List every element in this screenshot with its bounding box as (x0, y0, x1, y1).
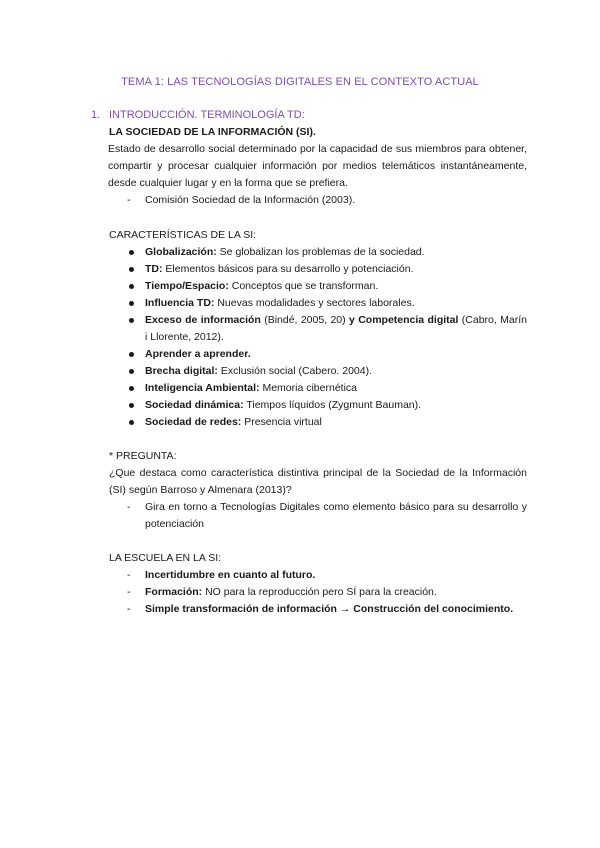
item-text: Se globalizan los problemas de la sociedad. (216, 246, 425, 258)
item-term: Brecha digital: (145, 365, 218, 377)
list-item (109, 567, 527, 584)
characteristics-heading: CARACTERÍSTICAS DE LA SI: (109, 229, 257, 241)
list-item (109, 278, 527, 295)
item-term: y Competencia digital (349, 314, 459, 326)
dash-marker: - (127, 194, 131, 206)
bullet-icon (129, 284, 134, 289)
commission-text: Comisión Sociedad de la Información (2003). (145, 194, 356, 206)
section-title: INTRODUCCIÓN. TERMINOLOGÍA TD: (109, 109, 305, 121)
item-text: Conceptos que se transforman. (228, 280, 379, 292)
dash-marker: - (127, 603, 131, 615)
item-term: Tiempo/Espacio: (145, 280, 229, 292)
bullet-icon (129, 386, 134, 391)
item-text: Presencia virtual (241, 416, 322, 428)
list-item (109, 363, 527, 380)
item-term: TD: (145, 263, 163, 275)
list-item (109, 601, 527, 618)
bullet-icon (129, 369, 134, 374)
item-text: Incertidumbre en cuanto al futuro. (145, 569, 316, 581)
item-text: Exclusión social (Cabero. 2004). (217, 365, 373, 377)
list-item (109, 312, 527, 346)
pregunta-answer: Gira en torno a Tecnologías Digitales como elemento básico para su desarrollo y potenciación (145, 501, 527, 530)
si-block (109, 124, 527, 618)
pregunta-text: ¿Que destaca como característica distintiva principal de la Sociedad de la Información (SI) según Barroso y Almenara (2013)? (109, 467, 527, 496)
bullet-icon (129, 403, 134, 408)
bullet-icon (129, 352, 134, 357)
list-item (109, 380, 527, 397)
list-item (109, 414, 527, 431)
dash-marker: - (127, 586, 131, 598)
pregunta-answer-item (109, 499, 527, 533)
item-term: Formación: (145, 586, 203, 598)
item-text: Tiempos líquidos (Zygmunt Bauman). (243, 399, 422, 411)
item-term: Exceso de información (145, 314, 261, 326)
document-title: TEMA 1: LAS TECNOLOGÍAS DIGITALES EN EL CONTEXTO ACTUAL (121, 76, 479, 88)
list-item (109, 244, 527, 261)
section-number: 1. (91, 109, 101, 121)
item-term: Globalización: (145, 246, 217, 258)
item-text: Elementos básicos para su desarrollo y potenciación. (162, 263, 414, 275)
escuela-heading: LA ESCUELA EN LA SI: (109, 552, 222, 564)
section-heading (91, 107, 305, 124)
dash-marker: - (127, 501, 131, 513)
item-text: Nuevas modalidades y sectores laborales. (214, 297, 415, 309)
bullet-icon (129, 267, 134, 272)
bullet-icon (129, 301, 134, 306)
commission-item (109, 192, 527, 209)
dash-marker: - (127, 569, 131, 581)
list-item (109, 584, 527, 601)
item-term: Influencia TD: (145, 297, 215, 309)
si-heading: LA SOCIEDAD DE LA INFORMACIÓN (SI). (109, 126, 316, 138)
list-item (109, 397, 527, 414)
bullet-icon (129, 250, 134, 255)
list-item (109, 295, 527, 312)
item-text: NO para la reproducción pero SÍ para la creación. (202, 586, 437, 598)
list-item (109, 346, 527, 363)
bullet-icon (129, 420, 134, 425)
item-text: Simple transformación de información → Construcción del conocimiento. (145, 603, 514, 615)
item-term: Aprender a aprender. (145, 348, 251, 360)
item-term: Sociedad de redes: (145, 416, 242, 428)
pregunta-label: * PREGUNTA: (109, 450, 177, 462)
bullet-icon (129, 318, 134, 323)
item-text: (Cabro, Marín i Llorente, 2012). (145, 314, 528, 343)
item-term: Inteligencia Ambiental: (145, 382, 260, 394)
list-item (109, 261, 527, 278)
item-text: Memoria cibernética (259, 382, 357, 394)
item-term: Sociedad dinámica: (145, 399, 244, 411)
item-text: (Bindé, 2005, 20) (260, 314, 350, 326)
si-definition: Estado de desarrollo social determinado por la capacidad de sus miembros para obtener, compartir y procesar cualquier información por medios telemáticos instantáneamente, desde cualquier lugar y en la forma que se prefiera. (108, 143, 527, 189)
